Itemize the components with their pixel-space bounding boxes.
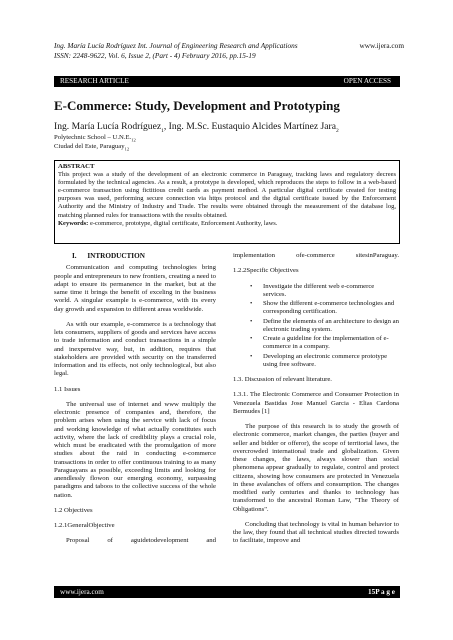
article-type-label: RESEARCH ARTICLE [60,77,129,85]
intro-paragraph-2: As with our example, e-commerce is a technology that lets consumers, suppliers of goods and services have access to trade information and conduct transactions in a simple and inexpensive way, but, in addition, requires that stakeholders are provided with security on the transferred information and its effects, not only technological, but also legal. [54,320,216,378]
access-label: OPEN ACCESS [343,77,391,85]
affiliation-1-text: Polytechnic School – U.N.E. [54,134,132,141]
author-2-sub: 2 [335,127,339,134]
article-banner [54,76,400,87]
specific-objectives-list [233,283,399,370]
section-heading-introduction: I. INTRODUCTION [72,252,145,260]
author-1-sub: 1 [161,127,164,134]
journal-citation-line2: ISSN: 2248-9622, Vol. 6, Issue 2, (Part - 4) February 2016, pp.15-19 [54,50,256,60]
bullet-dot-icon: • [250,282,253,290]
keywords-line [58,220,396,228]
subsection-objectives: 1.2 Objectives [54,506,93,514]
journal-header [54,41,404,61]
bullet-dot-icon: • [250,335,253,342]
bullet-dot-icon: • [250,352,253,360]
literature-paragraph-1: The purpose of this research is to study the growth of electronic commerce, market changes, the parties (buyer and seller and bidder or offeror), the scope of territorial laws, the overcrowded international trade and globalization. Given these changes, the laws, always slower than social phenomena appear gradually to regulate, control and protect citizens, showing how consumers are protected in Venezuela in these avalanches of offers and consumption. The changes modified early centuries and thanks to technology has transformed to the ancestral Roman Law, "The Theory of Obligations". [233,423,399,513]
keywords-label: Keywords: [58,219,89,227]
author-1-name: Ing. María Lucía Rodríguez [54,121,162,132]
right-column [233,252,399,553]
list-item-text: Show the different e-commerce technologies and corresponding certification. [263,300,395,316]
journal-website-link[interactable]: www.ijera.com [359,41,404,50]
list-item [233,283,399,300]
list-item [233,318,399,335]
subsection-general-objective: 1.2.1GeneralObjective [54,522,115,529]
list-item-text: Investigate the different web e-commerce services. [263,282,375,298]
list-item-text: Create a guideline for the implementation of e-commerce in a company. [263,335,389,351]
subsection-specific-objectives: 1.2.2Specific Objectives [233,267,299,275]
author-line [54,121,339,134]
author-2-name: Ing. M.Sc. Eustaquio Alcides Martínez Jara [168,121,336,132]
general-objective-continued: implementation ofe-commerce sitesinParaguay. [233,252,399,259]
page-label: P a g e [375,588,395,596]
bullet-dot-icon: • [250,300,253,307]
subsection-issues: 1.1 Issues [54,385,81,393]
journal-citation-line1: Ing. María Lucía Rodríguez Int. Journal of Engineering Research and Applications [54,41,298,50]
affiliation-2-sub: 12 [124,146,130,152]
subsection-1-3-1: 1.3.1. The Electronic Commerce and Consumer Protection in Venezuela Bastidas Jose Manuel Garcia - Elias Cardona Bermudes [1] [233,391,399,415]
list-item [233,353,399,370]
issues-paragraph: The universal use of internet and www multiply the electronic presence of companies and, therefore, the problem arises when using the service with lack of focus and working knowledge of what actually constitutes such activity, where the lack of credibility plays a crucial role, which must be eradicated with the promulgation of more studies about the raid in conducting e-commerce transactions in order to offer continuous training to as many Paraguayans as possible, exceeding limits and looking for anendlessly flowon our emerging economy, surpassing paradigms and taboos to the collective success of the whole nation. [54,400,216,499]
footer-bar [54,586,400,598]
left-column [54,252,216,553]
general-objective-paragraph: Proposal of aguidetodevelopment and [66,537,216,545]
abstract-text: This project was a study of the development of an electronic commerce in Paraguay, tracking laws and regulatory decrees formulated by the technical agencies. As a result, a prototype is developed, which reproduces the steps to follow in a web-based e-commerce transaction using fictitious credit cards as payment method. A particular digital certificate created for testing purposes was used, performing secure connection via https protocol and the digital certificate issued by the Enforcement Authority and the Ministry of Industry and Trade. The results were obtained through the measurement of the database log, matching planned rules for transactions with the results obtained. [58,171,396,219]
list-item [233,300,399,317]
paper-title: E-Commerce: Study, Development and Prototyping [54,98,340,113]
keywords-text: e-commerce, prototype, digital certificate, Enforcement Authority, laws. [88,219,278,227]
literature-paragraph-2: Concluding that technology is vital in human behavior to the law, they found that all technical studies directed towards to facilitate, improve and [233,520,399,545]
affiliation-2-text: Ciudad del Este, Paraguay [54,143,125,150]
intro-paragraph-1: Communication and computing technologies bring people and entrepreneurs to new frontiers, creating a need to adapt to ensure its permanence in the market, but at the same time it brings the benefit of exceling in the business world. A singular example is e-commerce, with its every day growth and expansion to different areas worldwide. [54,264,216,313]
list-item-text: Define the elements of an architecture to design an electronic trading system. [263,317,399,333]
author-separator: , [163,121,169,132]
list-item-text: Developing an electronic commerce prototype using free software. [263,352,388,368]
subsection-discussion: 1.3. Discussion of relevant literature. [233,376,332,383]
affiliation-2 [54,143,129,154]
list-item [233,335,399,352]
abstract-box [54,160,400,244]
affiliation-1-sub: 12 [131,137,136,143]
page-number [368,588,395,596]
footer-website-link[interactable]: www.ijera.com [60,588,104,596]
abstract-heading: ABSTRACT [58,163,95,170]
page-number-value: 15 [368,588,376,596]
bullet-dot-icon: • [250,317,253,325]
